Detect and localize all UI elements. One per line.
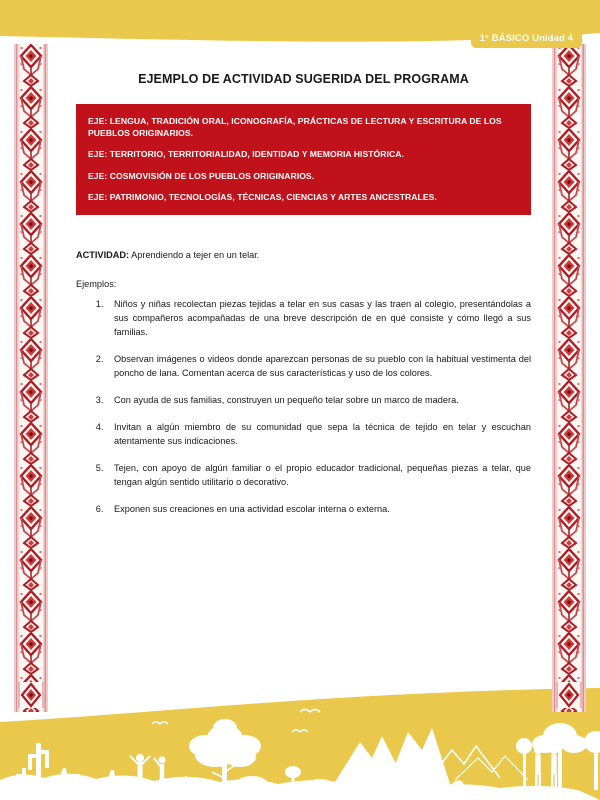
list-item: 6. Exponen sus creaciones en una actividad escolar interna o externa. bbox=[106, 503, 531, 517]
left-woven-border bbox=[14, 44, 48, 712]
list-item: 1. Niños y niñas recolectan piezas tejidas a telar en sus casas y las traen al colegio, presentándolas a sus compañeros acompañadas de una breve descripción de en qué consiste y cómo llegó a sus familias. bbox=[106, 298, 531, 340]
list-item: 5. Tejen, con apoyo de algún familiar o el propio educador tradicional, pequeñas piezas a telar, que tengan algún sentido utilitario o decorativo. bbox=[106, 462, 531, 490]
eje-line: EJE: PATRIMONIO, TECNOLOGÍAS, TÉCNICAS, CIENCIAS Y ARTES ANCESTRALES. bbox=[88, 191, 437, 202]
list-item: 2. Observan imágenes o videos donde aparezcan personas de su pueblo con la habitual vestimenta del poncho de lana. Comentan acerca de sus características y uso de los colores. bbox=[106, 353, 531, 381]
eje-line: EJE: COSMOVISIÓN DE LOS PUEBLOS ORIGINARIOS. bbox=[88, 170, 315, 181]
corner-weave-motif-right bbox=[556, 682, 582, 708]
examples-list bbox=[76, 298, 531, 517]
activity-label: ACTIVIDAD: bbox=[76, 250, 130, 261]
eje-line: EJE: TERRITORIO, TERRITORIALIDAD, IDENTIDAD Y MEMORIA HISTÓRICA. bbox=[88, 149, 404, 160]
list-item: 4. Invitan a algún miembro de su comunidad que sepa la técnica de tejido en telar y escuchan atentamente sus indicaciones. bbox=[106, 421, 531, 449]
document-content bbox=[76, 60, 531, 517]
list-item: 3. Con ayuda de sus familias, construyen un pequeño telar sobre un marco de madera. bbox=[106, 394, 531, 408]
page-title: EJEMPLO DE ACTIVIDAD SUGERIDA DEL PROGRAMA bbox=[138, 72, 469, 86]
footer-landscape-scene bbox=[0, 680, 600, 800]
eje-line: EJE: LENGUA, TRADICIÓN ORAL, ICONOGRAFÍA, PRÁCTICAS DE LECTURA Y ESCRITURA DE LOS PUEBLOS ORIGINARIOS. bbox=[88, 116, 502, 139]
activity-line bbox=[76, 249, 531, 262]
unit-badge: 1° BÁSICO Unidad 4 bbox=[471, 29, 582, 48]
eje-box bbox=[76, 104, 531, 215]
activity-text: Aprendiendo a tejer en un telar. bbox=[131, 250, 260, 261]
right-woven-border bbox=[552, 44, 586, 712]
corner-weave-motif-left bbox=[18, 682, 44, 708]
examples-label: Ejemplos: bbox=[76, 279, 117, 290]
